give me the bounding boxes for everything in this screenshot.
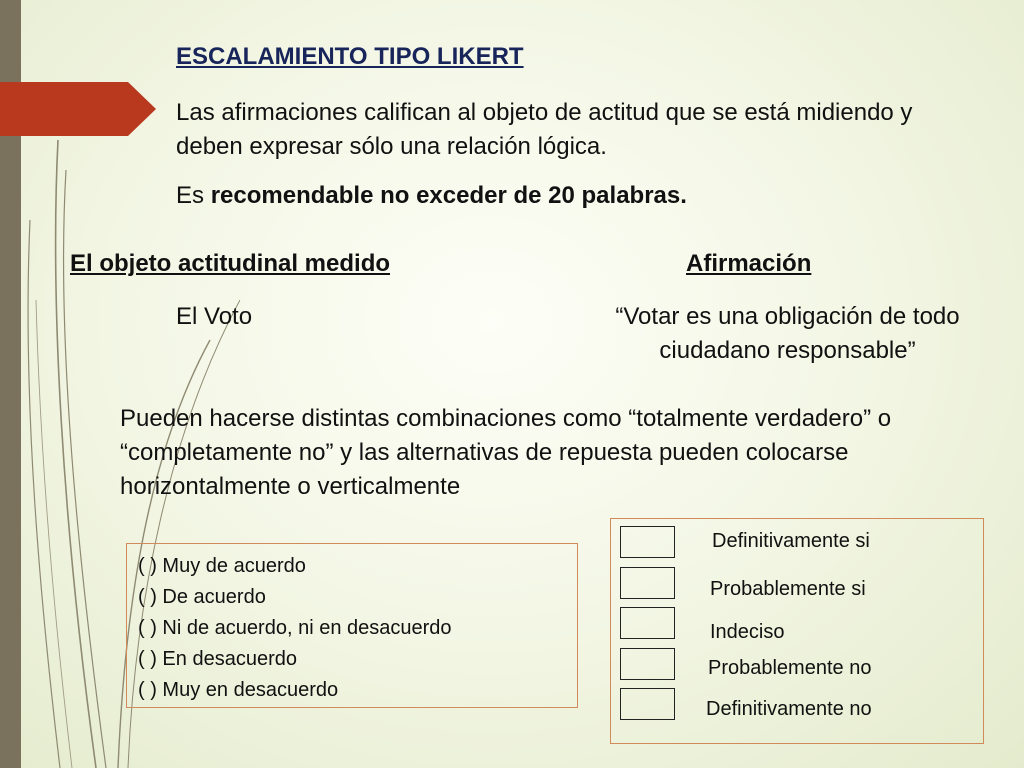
option-muy-de-acuerdo: ( ) Muy de acuerdo (138, 555, 306, 577)
checkbox-definitivamente-no[interactable] (620, 688, 675, 720)
option-en-desacuerdo: ( ) En desacuerdo (138, 648, 297, 670)
statement-heading: Afirmación (686, 250, 812, 277)
label-definitivamente-no: Definitivamente no (706, 698, 872, 720)
option-de-acuerdo: ( ) De acuerdo (138, 586, 266, 608)
accent-flag (0, 82, 160, 136)
object-heading: El objeto actitudinal medido (70, 250, 391, 277)
combinations-paragraph: Pueden hacerse distintas combinaciones como “totalmente verdadero” o “completamente no” y las alternativas de repuesta pueden colocarse horizontalmente o verticalmente (120, 405, 892, 500)
agreement-options-list (138, 551, 452, 706)
intro-paragraph: Las afirmaciones califican al objeto de actitud que se está midiendo y deben expresar sólo una relación lógica. (176, 99, 913, 160)
label-probablemente-si: Probablemente si (710, 578, 866, 600)
option-muy-en-desacuerdo: ( ) Muy en desacuerdo (138, 679, 339, 701)
checkbox-definitivamente-si[interactable] (620, 526, 675, 558)
recommendation-paragraph (176, 179, 687, 213)
checkbox-probablemente-no[interactable] (620, 648, 675, 680)
object-value: El Voto (176, 303, 253, 330)
recommendation-bold: recomendable no exceder de 20 palabras. (210, 182, 687, 209)
recommendation-prefix: Es (176, 182, 211, 209)
checkbox-probablemente-si[interactable] (620, 567, 675, 599)
statement-text: “Votar es una obligación de todo ciudadano responsable” (615, 303, 960, 364)
label-definitivamente-si: Definitivamente si (712, 530, 870, 552)
label-indeciso: Indeciso (710, 621, 785, 643)
option-ni-de-acuerdo: ( ) Ni de acuerdo, ni en desacuerdo (138, 617, 452, 639)
checkbox-indeciso[interactable] (620, 607, 675, 639)
slide-title: ESCALAMIENTO TIPO LIKERT (176, 43, 524, 70)
label-probablemente-no: Probablemente no (708, 657, 872, 679)
